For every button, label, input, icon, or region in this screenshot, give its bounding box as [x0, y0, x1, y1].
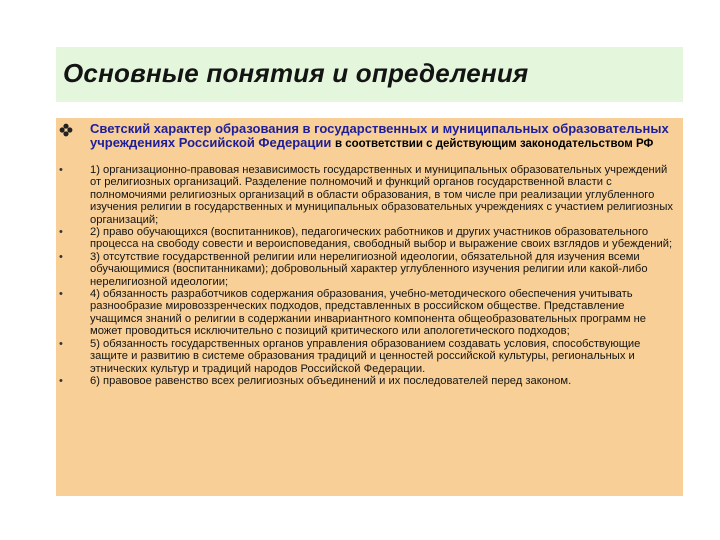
heading-main: Светский характер образования в государственных и муниципальных образовательных учреждениях Российской Федерации	[90, 121, 669, 150]
bullet-icon: •	[59, 250, 63, 263]
list-item-text: 5) обязанность государственных органов управления образованием создавать условия, способствующие защите и развитию в системе образования традиций и ценностей российской культуры, региональных и этнических культур и традиций народов Российской Федерации.	[90, 337, 641, 375]
list-item	[56, 338, 683, 375]
bullet-icon: •	[59, 374, 63, 387]
list-item	[56, 226, 683, 251]
list-item	[56, 251, 683, 288]
bullet-icon: •	[59, 164, 63, 176]
slide-title: Основные понятия и определения	[63, 58, 529, 88]
list-item-text: 3) отсутствие государственной религии или нерелигиозной идеологии, обязательной для изучения всеми обучающимися (воспитанниками); добровольный характер углубленного изучения религии или какой-либо нерелигиозной идеологии;	[90, 250, 648, 288]
heading-text	[90, 122, 685, 151]
bullet-icon: •	[59, 288, 63, 301]
content-panel	[56, 118, 683, 496]
list-item-text: 6) правовое равенство всех религиозных объединений и их последователей перед законом.	[90, 374, 572, 387]
diamond-bullet-icon	[59, 123, 73, 137]
bullet-icon: •	[59, 337, 63, 350]
heading-tail: в соответствии с действующим законодательством РФ	[334, 138, 654, 150]
list-item-text: 4) обязанность разработчиков содержания образования, учебно-методического обеспечения учитывать разнообразие мировоззренческих подходов, представленных в российском обществе. Представление учащимся знаний о религии в содержании инвариантного компонента общеобразовательных программ не может проводиться исключительно с позиций критического или апологетического подходов;	[90, 288, 647, 338]
bullet-icon: •	[59, 226, 63, 239]
title-box	[56, 47, 683, 102]
list-item-text: 2) право обучающихся (воспитанников), педагогических работников и других участников образовательного процесса на свободу совести и вероисповедания, свободный выбор и выражение своих взглядов и убеждений;	[90, 226, 673, 251]
item-list	[56, 164, 683, 387]
list-item-text: 1) организационно-правовая независимость государственных и муниципальных образовательных учреждений от религиозных организаций. Разделение полномочий и функций органов государственной власти с полномочиями религиозных организаций в области образования, в том числе при реализации углубленного изучения религии в государственных и муниципальных образовательных учреждениях с участием религиозных организаций;	[90, 164, 673, 226]
list-item	[56, 288, 683, 338]
list-item	[56, 164, 683, 226]
list-item	[56, 375, 683, 387]
